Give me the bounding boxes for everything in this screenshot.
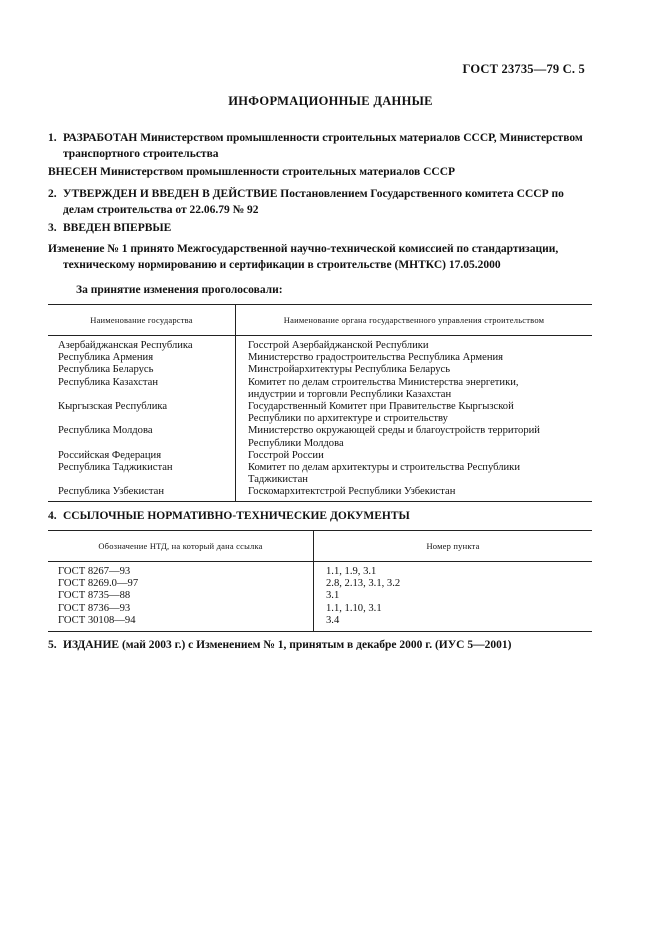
- table-row: [48, 486, 592, 501]
- section-3-number: 3.: [48, 222, 57, 234]
- section-1-text-line2: транспортного строительства: [63, 148, 219, 160]
- vote-table: [48, 304, 592, 502]
- items-cell: 1.1, 1.10, 3.1: [326, 602, 382, 614]
- ref-table-header-doc: Обозначение НТД, на который дана ссылка: [48, 531, 314, 562]
- body-cell: Министерство градостроительства Республика Армения: [248, 352, 504, 364]
- table-row: [48, 462, 592, 486]
- body-cell: Госкомархитектстрой Республики Узбекистан: [236, 486, 593, 501]
- section-5-number: 5.: [48, 639, 57, 651]
- doc-cell: ГОСТ 8736—93: [48, 603, 314, 615]
- state-cell: Республика Таджикистан: [48, 462, 236, 486]
- items-cell: 3.4: [314, 615, 593, 632]
- doc-cell: ГОСТ 8269.0—97: [48, 578, 314, 590]
- items-cell: 1.1, 1.9, 3.1: [326, 566, 377, 577]
- state-cell: Кыргызская Республика: [48, 401, 236, 425]
- body-cell: Комитет по делам архитектуры и строительства Республики Таджикистан: [248, 462, 520, 486]
- table-row: [48, 401, 592, 425]
- reference-table: [48, 530, 592, 632]
- items-cell: 3.1: [326, 590, 340, 602]
- ref-table-header-items: Номер пункта: [314, 531, 593, 562]
- vote-table-header-state: Наименование государства: [48, 305, 236, 336]
- body-cell: Комитет по делам строительства Министерства энергетики, индустрии и торговли Республики Казахстан: [248, 376, 519, 400]
- state-cell: Республика Молдова: [48, 425, 236, 449]
- state-cell: Азербайджанская Республика: [48, 336, 236, 353]
- state-cell: Республика Беларусь: [48, 364, 236, 376]
- vote-table-header-body: Наименование органа государственного управления строительством: [236, 305, 593, 336]
- body-cell: Минстройархитектуры Республика Беларусь: [248, 364, 451, 376]
- doc-cell: ГОСТ 8735—88: [48, 590, 314, 602]
- page-title: ИНФОРМАЦИОННЫЕ ДАННЫЕ: [228, 94, 433, 108]
- amendment-line1: Изменение № 1 принято Межгосударственной научно-технической комиссией по стандартизации,: [48, 243, 559, 255]
- section-1-text-line1: Министерством промышленности строительных материалов СССР, Министерством: [140, 132, 583, 144]
- body-cell: Госстрой Азербайджанской Республики: [248, 340, 429, 351]
- state-cell: Российская Федерация: [48, 450, 236, 462]
- section-3: [48, 220, 588, 236]
- table-row: [48, 590, 592, 602]
- vnesen-text: Министерством промышленности строительных материалов СССР: [100, 166, 456, 178]
- amendment-note: [48, 241, 593, 273]
- state-cell: Республика Узбекистан: [48, 486, 236, 501]
- table-row: [48, 336, 592, 353]
- table-row: [48, 615, 592, 632]
- table-row: [48, 450, 592, 462]
- table-row: [48, 603, 592, 615]
- doc-cell: ГОСТ 8267—93: [48, 562, 314, 579]
- section-1-lead: РАЗРАБОТАН: [63, 132, 138, 144]
- table-row: [48, 377, 592, 401]
- page-header-code: ГОСТ 23735—79 С. 5: [462, 62, 585, 76]
- section-2-text-line2: делам строительства от 22.06.79 № 92: [63, 204, 259, 216]
- section-2-number: 2.: [48, 188, 57, 200]
- section-4-number: 4.: [48, 510, 57, 522]
- section-1: [48, 130, 588, 162]
- vote-caption: За принятие изменения проголосовали:: [76, 284, 283, 296]
- table-row: [48, 352, 592, 364]
- section-3-lead: ВВЕДЕН ВПЕРВЫЕ: [63, 222, 172, 234]
- vnesen-line: [48, 164, 588, 180]
- amendment-line2: техническому нормированию и сертификации в строительстве (МНТКС) 17.05.2000: [63, 259, 501, 271]
- doc-cell: ГОСТ 30108—94: [48, 615, 314, 632]
- state-cell: Республика Казахстан: [48, 377, 236, 401]
- section-2-lead: УТВЕРЖДЕН И ВВЕДЕН В ДЕЙСТВИЕ: [63, 188, 278, 200]
- body-cell: Министерство окружающей среды и благоустройств территорий Республики Молдова: [248, 425, 540, 449]
- section-5: [48, 637, 608, 653]
- section-5-text: (май 2003 г.) с Изменением № 1, принятым в декабре 2000 г. (ИУС 5—2001): [121, 639, 512, 651]
- items-cell: 2.8, 2.13, 3.1, 3.2: [326, 578, 401, 590]
- table-row: [48, 425, 592, 449]
- table-row: [48, 562, 592, 579]
- section-2-text-line1: Постановлением Государственного комитета СССР по: [280, 188, 564, 200]
- table-row: [48, 364, 592, 376]
- body-cell: Государственный Комитет при Правительстве Кыргызской Республики по архитектуре и строительству: [248, 401, 514, 425]
- section-2: [48, 186, 588, 218]
- table-row: [48, 578, 592, 590]
- section-5-lead: ИЗДАНИЕ: [63, 639, 120, 651]
- state-cell: Республика Армения: [48, 352, 236, 364]
- body-cell: Госстрой России: [248, 449, 324, 461]
- section-4: [48, 508, 588, 524]
- vnesen-lead: ВНЕСЕН: [48, 166, 98, 178]
- section-4-lead: ССЫЛОЧНЫЕ НОРМАТИВНО-ТЕХНИЧЕСКИЕ ДОКУМЕНТЫ: [63, 510, 410, 522]
- section-1-number: 1.: [48, 132, 57, 144]
